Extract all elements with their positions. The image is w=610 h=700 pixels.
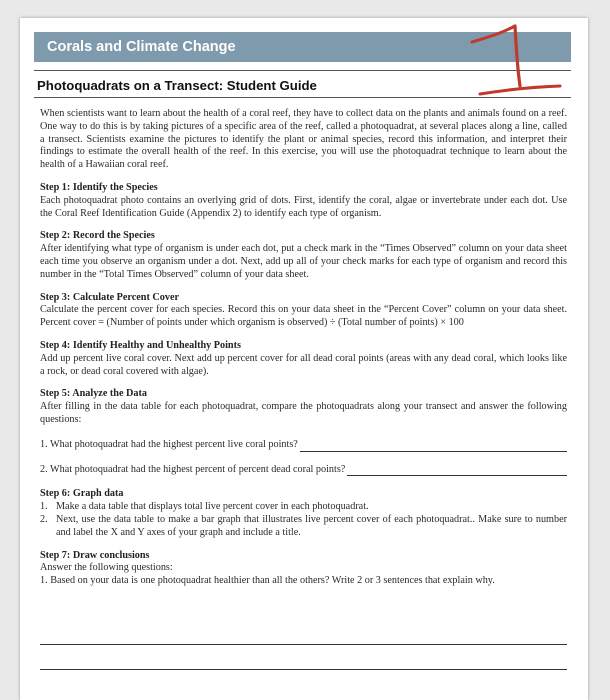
step-4-body: Add up percent live coral cover. Next add up percent cover for all dead coral points (areas with any dead coral, which looks like a rock, or dead coral covered with algae). [40, 352, 567, 377]
step-4-title: Step 4: Identify Healthy and Unhealthy Points [40, 339, 241, 351]
question-live-coral [40, 439, 567, 452]
answer-line-2[interactable] [40, 669, 567, 670]
answer-blank-dead-coral[interactable] [347, 465, 567, 476]
step-6-title: Step 6: Graph data [40, 488, 124, 500]
step-3-body: Calculate the percent cover for each species. Record this on your data sheet in the “Percent Cover” column on your data sheet. Percent cover = (Number of points under which organism is observed) ÷ (Total number of points) × 100 [40, 304, 567, 329]
handwritten-number-one [460, 20, 570, 105]
question-dead-coral-text: 2. What photoquadrat had the highest percent of percent dead coral points? [40, 463, 346, 475]
document-page [20, 18, 588, 700]
step-5-body: After filling in the data table for each photoquadrat, compare the photoquadrats along your transect and answer the following questions: [40, 401, 567, 425]
step-7-question: 1. Based on your data is one photoquadrat healthier than all the others? Write 2 or 3 sentences that explain why. [40, 575, 495, 587]
list-item: 1. Make a data table that displays total live percent cover in each photoquadrat. [40, 501, 369, 513]
step-1-body: Each photoquadrat photo contains an overlying grid of dots. First, identify the coral, algae or invertebrate under each dot. Use the Coral Reef Identification Guide (Appendix 2) to identify each type of organism. [40, 194, 567, 219]
step-5-title: Step 5: Analyze the Data [40, 388, 147, 400]
step-6-list [40, 501, 567, 539]
step-3-title: Step 3: Calculate Percent Cover [40, 291, 179, 303]
banner-title: Corals and Climate Change [47, 39, 236, 55]
answer-blank-live-coral[interactable] [300, 441, 567, 452]
answer-line-1[interactable] [40, 644, 567, 645]
guide-content [40, 108, 567, 588]
step-2-title: Step 2: Record the Species [40, 230, 155, 242]
step-1-title: Step 1: Identify the Species [40, 181, 158, 193]
page-subtitle: Photoquadrats on a Transect: Student Guide [37, 78, 317, 93]
question-live-coral-text: 1. What photoquadrat had the highest percent live coral points? [40, 438, 298, 450]
step-2-body: After identifying what type of organism is under each dot, put a check mark in the “Times Observed” column on your data sheet each time you observe an organism under a dot. Next, add up all of your check marks for each type of organism and record this number in the “Total Times Observed” column of your data sheet. [40, 243, 567, 280]
list-item: 2. Next, use the data table to make a bar graph that illustrates live percent cover of each photoquadrat.. Make sure to number and label the X and Y axes of your graph and include a title. [40, 513, 567, 538]
intro-paragraph: When scientists want to learn about the health of a coral reef, they have to collect data on the plants and animals found on a reef. One way to do this is by taking pictures of a specific area of the reef, called a photoquadrat, at several places along a line, called a transect. Scientists examine the pictures to identify the plant or animal species, record this information, and interpret their findings to estimate the overall health of the reef. In this exercise, you will use the photoquadrat technique to learn about the health of a Hawaiian coral reef. [40, 108, 567, 171]
step-7-body: Answer the following questions: [40, 562, 173, 574]
step-7-title: Step 7: Draw conclusions [40, 549, 150, 561]
question-dead-coral [40, 464, 567, 477]
